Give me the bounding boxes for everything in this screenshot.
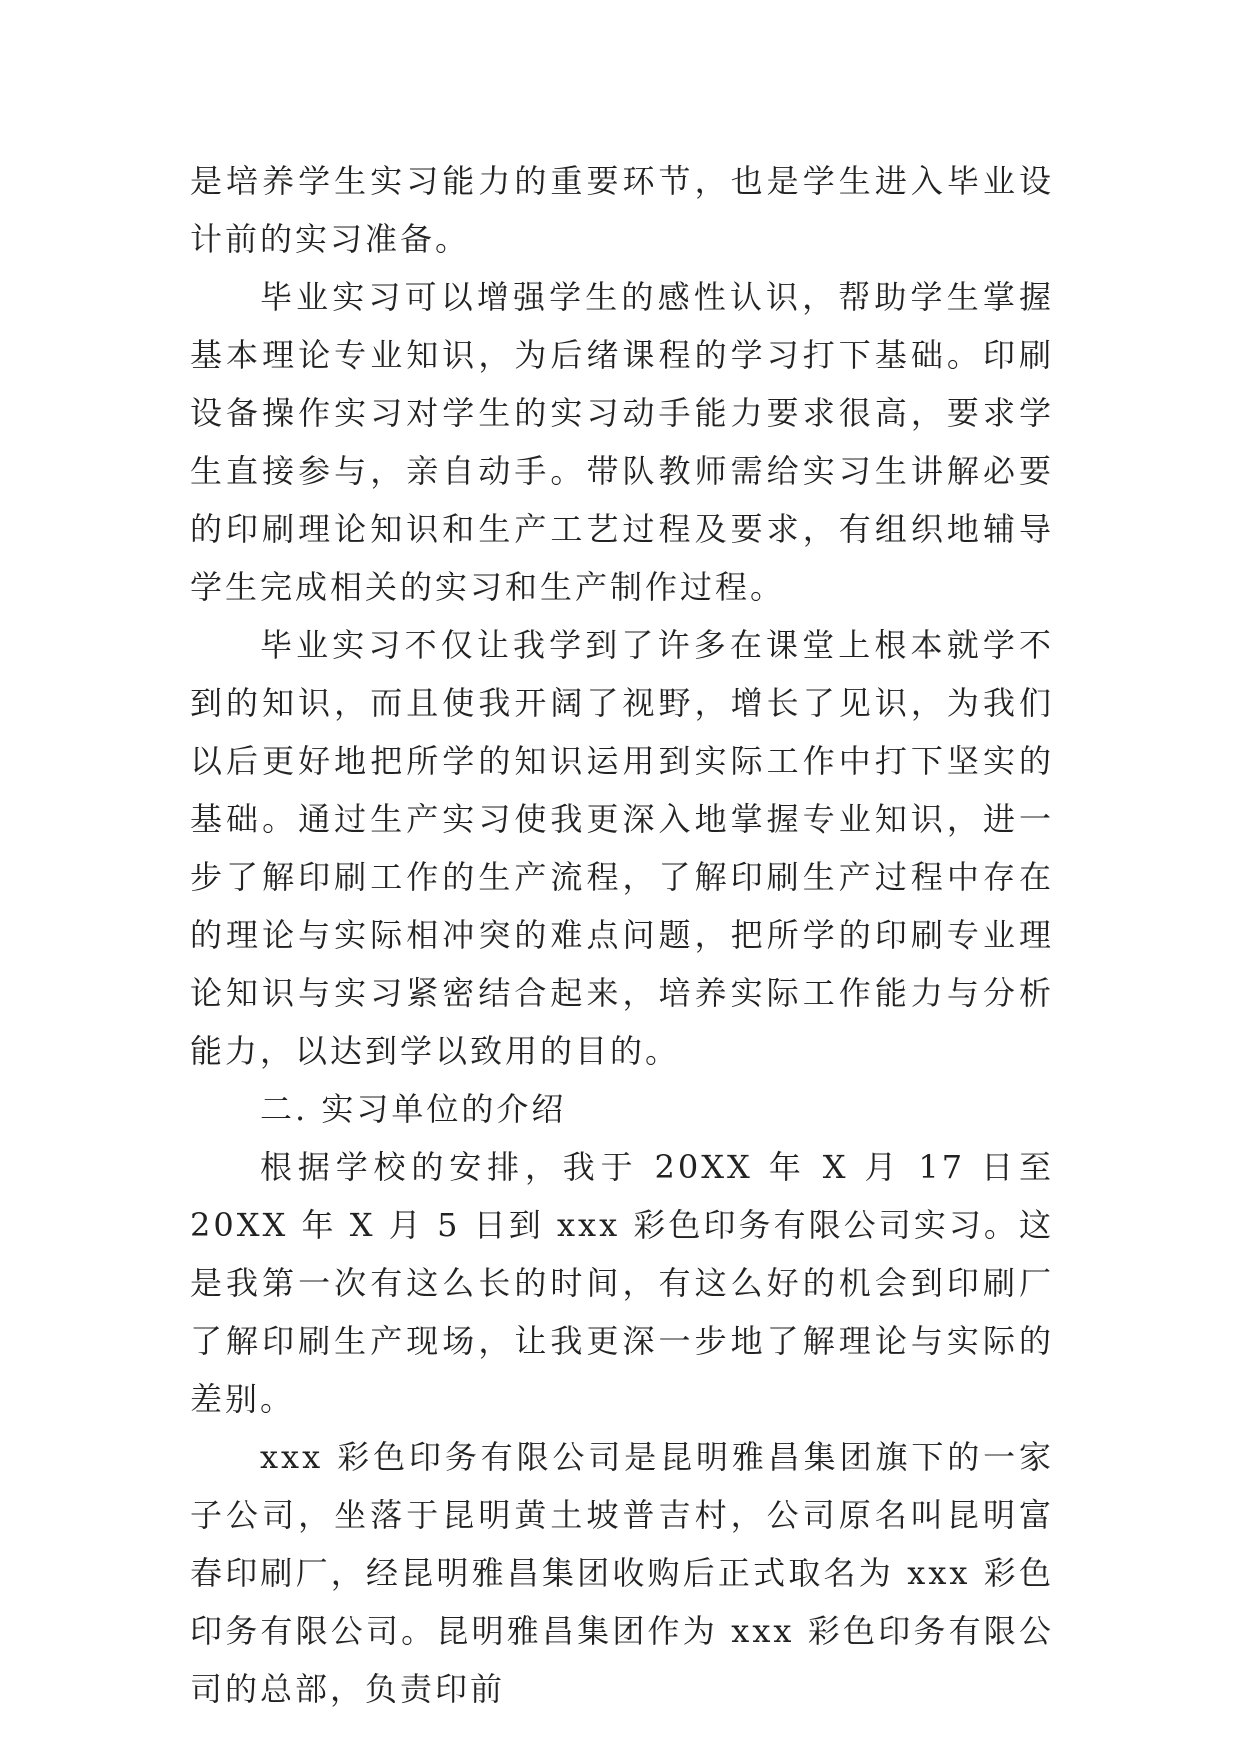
paragraph-internship-benefits: 毕业实习不仅让我学到了许多在课堂上根本就学不到的知识，而且使我开阔了视野，增长了见识，为我们以后更好地把所学的知识运用到实际工作中打下坚实的基础。通过生产实习使我更深入地掌握专业知识，进一步了解印刷工作的生产流程，了解印刷生产过程中存在的理论与实际相冲突的难点问题，把所学的印刷专业理论知识与实习紧密结合起来，培养实际工作能力与分析能力，以达到学以致用的目的。 [190, 626, 1054, 1070]
paragraph-internship-purpose: 毕业实习可以增强学生的感性认识，帮助学生掌握基本理论专业知识，为后绪课程的学习打下基础。印刷设备操作实习对学生的实习动手能力要求很高，要求学生直接参与，亲自动手。带队教师需给实习生讲解必要的印刷理论知识和生产工艺过程及要求，有组织地辅导学生完成相关的实习和生产制作过程。 [190, 278, 1054, 606]
paragraph-company-introduction: xxx 彩色印务有限公司是昆明雅昌集团旗下的一家子公司，坐落于昆明黄土坡普吉村，公司原名叫昆明富春印刷厂，经昆明雅昌集团收购后正式取名为 xxx 彩色印务有限公司。昆明雅昌集团作为 xxx 彩色印务有限公司的总部，负责印前 [190, 1438, 1054, 1708]
paragraph-internship-schedule: 根据学校的安排，我于 20XX 年 X 月 17 日至 20XX 年 X 月 5 日到 xxx 彩色印务有限公司实习。这是我第一次有这么长的时间，有这么好的机会到印刷厂了解印刷生产现场，让我更深一步地了解理论与实际的差别。 [190, 1148, 1054, 1418]
paragraph-continued: 是培养学生实习能力的重要环节，也是学生进入毕业设计前的实习准备。 [190, 162, 1054, 258]
section-heading: 二. 实习单位的介绍 [260, 1090, 567, 1128]
document-body [190, 152, 1054, 1718]
